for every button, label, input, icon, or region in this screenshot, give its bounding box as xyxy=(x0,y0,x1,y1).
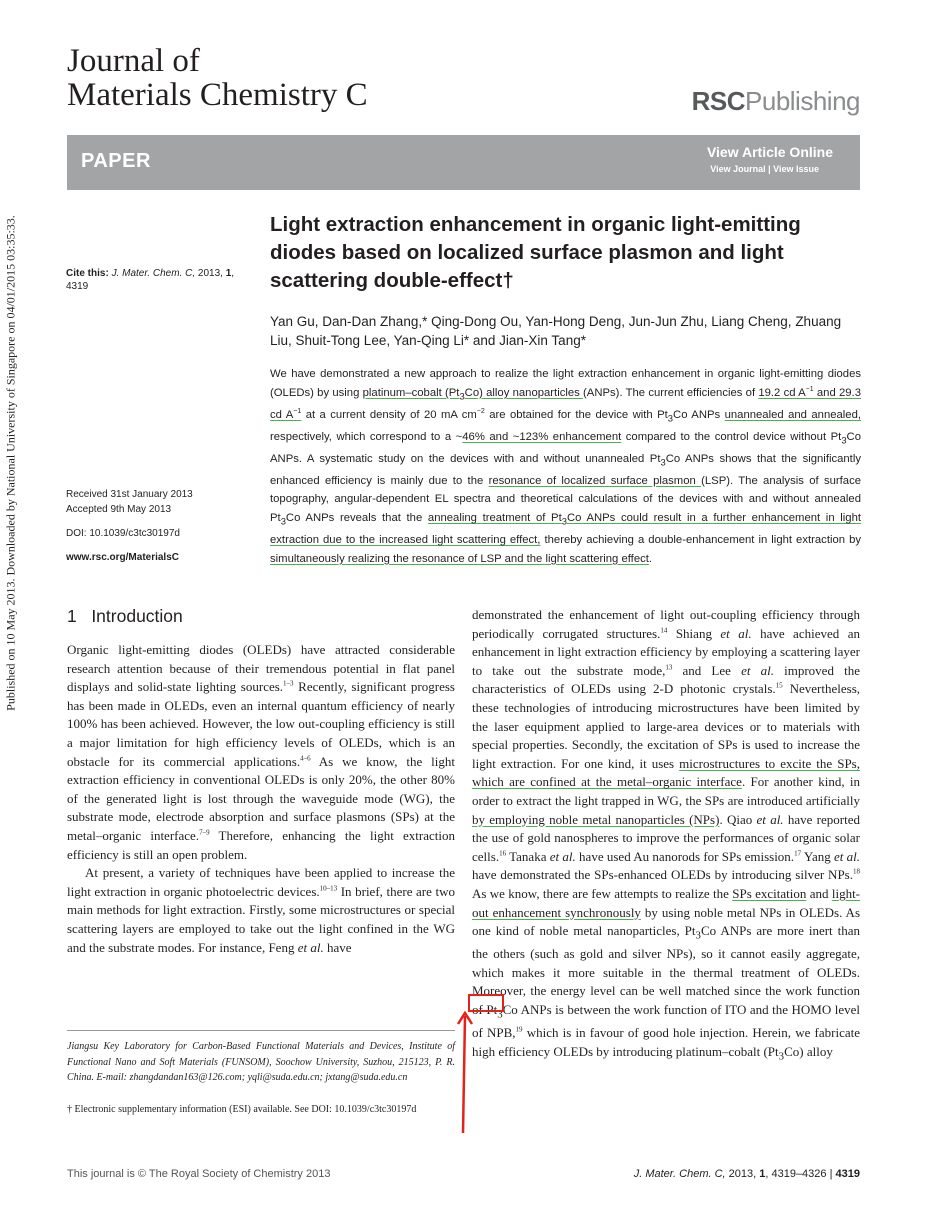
section-heading-introduction: 1 Introduction xyxy=(67,606,183,626)
article-title: Light extraction enhancement in organic light-emitting diodes based on localized surface plasmon and light scattering double-effect† xyxy=(270,213,801,292)
article-type: PAPER xyxy=(81,150,151,172)
view-journal-link[interactable]: View Journal xyxy=(710,164,766,174)
view-article-online-link[interactable]: View Article Online xyxy=(706,144,833,160)
abstract: We have demonstrated a new approach to realize the light extraction enhancement in organic light-emitting diodes (OLEDs) by using platinum–cobalt $(Pt_3Co)$ alloy nanoparticles (ANPs). The current efficiencies of 19.2 cd $A^{-1}$ and 29.3 cd $A^{-1}$ at a current density of 20 mA $cm^{-2}$ are obtained for the device with $Pt_3Co$ ANPs unannealed and annealed, respectively, which correspond to a ~46% and ~123% enhancement compared to the control device without $Pt_3Co$ ANPs. A systematic study on the devices with and without unannealed $Pt_3Co$ ANPs shows that the significantly enhanced efficiency is mainly due to the resonance of localized surface plasmon (LSP). The analysis of surface topography, angular-dependent EL spectra and theoretical calculations of the devices with and without annealed $Pt_3Co$ ANPs reveals that the annealing treatment of $Pt_3Co$ ANPs could result in a further enhancement in light extraction due to the increased light scattering effect, thereby achieving a double-enhancement in light extraction by simultaneously realizing the resonance of LSP and the light scattering effect. xyxy=(270,368,862,565)
article-banner: PAPER View Article Online View Journal | View Issue xyxy=(67,135,860,190)
article-dates: Received 31st January 2013 Accepted 9th May 2013 DOI: 10.1039/c3tc30197d www.rsc.org/MaterialsC xyxy=(66,487,251,565)
page-number: 4319 xyxy=(835,1168,860,1180)
journal-url[interactable]: www.rsc.org/MaterialsC xyxy=(66,552,179,563)
view-issue-link[interactable]: View Issue xyxy=(773,164,819,174)
author-list: Yan Gu, Dan-Dan Zhang,* Qing-Dong Ou, Yan-Hong Deng, Jun-Jun Zhu, Liang Cheng, Zhuang Liu, Shuit-Tong Lee, Yan-Qing Li* and Jian-Xin Tang* xyxy=(270,314,842,348)
journal-title: Journal of Materials Chemistry C xyxy=(67,43,368,113)
footnote-divider xyxy=(67,1030,455,1031)
intro-left-column: Organic light-emitting diodes (OLEDs) have attracted considerable research attention because of their tremendous potential in flat panel displays and solid-state lighting sources.$^{1-3}$ Recently, significant progress has been made in OLEDs, even an internal quantum efficiency of nearly 100% has been achieved. However, the low out-coupling efficiency is still a major limitation for high efficiency levels of OLEDs, which is an obstacle for its commercial applications.$^{4-6}$ As we know, the light extraction efficiency in conventional OLEDs is only 20%, the other 80% of the generated light is lost through the waveguide mode (WG), the substrate mode, electrode absorption and surface plasmons (SPs) at the metal–organic interface.$^{7-9}$ Therefore, enhancing the light extraction efficiency is still an open problem. At present, a variety of techniques have been applied to increase the light extraction in organic photoelectric devices.$^{10-13}$ In brief, there are two main methods for light extraction. Firstly, some microstructures or special scattering layers are employed to take out the light confined in the WG and the substrate modes. For instance, Feng et al. have xyxy=(67,642,455,955)
annotation-arrow-icon xyxy=(455,1010,477,1135)
esi-footnote: † Electronic supplementary information (ESI) available. See DOI: 10.1039/c3tc30197d xyxy=(67,1104,417,1115)
side-download-note: Published on 10 May 2013. Downloaded by National University of Singapore on 04/01/2015 03:35:33. xyxy=(3,215,18,711)
intro-right-column: demonstrated the enhancement of light out-coupling efficiency through periodically corrugated structures.$^{14}$ Shiang et al. have achieved an enhancement in light extraction efficiency by employing a scattering layer to take out the substrate mode,$^{13}$ and Lee et al. improved the characteristics of OLEDs using 2-D photonic crystals.$^{15}$ Nevertheless, these technologies of introducing microstructures have been limited by the laser equipment applied to large-area devices or to materials with special properties. Secondly, the excitation of SPs is used to increase the light extraction. For one kind, it uses microstructures to excite the SPs, which are confined at the metal–organic interface. For another kind, in order to extract the light trapped in WG, the SPs are introduced artificially by employing noble metal nanoparticles (NPs). Qiao et al. have reported the use of gold nanospheres to improve the performances of organic solar cells.$^{16}$ Tanaka et al. have used Au nanorods for SPs emission.$^{17}$ Yang et al. have demonstrated the SPs-enhanced OLEDs by introducing silver NPs.$^{18}$ As we know, there are few attempts to realize the SPs excitation and light-out enhancement synchronously by using noble metal NPs in OLEDs. As one kind of noble metal nanoparticles, $Pt_3Co$ ANPs are more inert than the others (such as gold and silver NPs), so it cannot easily aggregate, which makes it more suitable in the thermal treatment of OLEDs. Moreover, the energy level can be well matched since the work function of $Pt_3Co$ ANPs is between the work function of ITO and the HOMO level of NPB,$^{19}$ which is in favour of good hole injection. Herein, we fabricate high efficiency OLEDs by introducing platinum–cobalt $(Pt_3Co)$ alloy xyxy=(472,607,861,1063)
citation-info: Cite this: J. Mater. Chem. C, 2013, 1, 4319 xyxy=(66,268,235,292)
publisher-logo: RSCPublishing xyxy=(691,86,860,116)
affiliation-footnote: Jiangsu Key Laboratory for Carbon-Based Functional Materials and Devices, Institute of Functional Nano and Soft Materials (FUNSOM), Soochow University, Suzhou, 215123, P. R. China. E-mail: zhangdandan163@126.com; yqli@suda.edu.cn; jxtang@suda.edu.cn xyxy=(67,1041,455,1083)
highlighted-word-inert: inert xyxy=(808,923,833,939)
doi: DOI: 10.1039/c3tc30197d xyxy=(66,528,180,539)
page-footer: This journal is © The Royal Society of Chemistry 2013 J. Mater. Chem. C, 2013, 1, 4319–4326 | 4319 xyxy=(67,1168,860,1180)
